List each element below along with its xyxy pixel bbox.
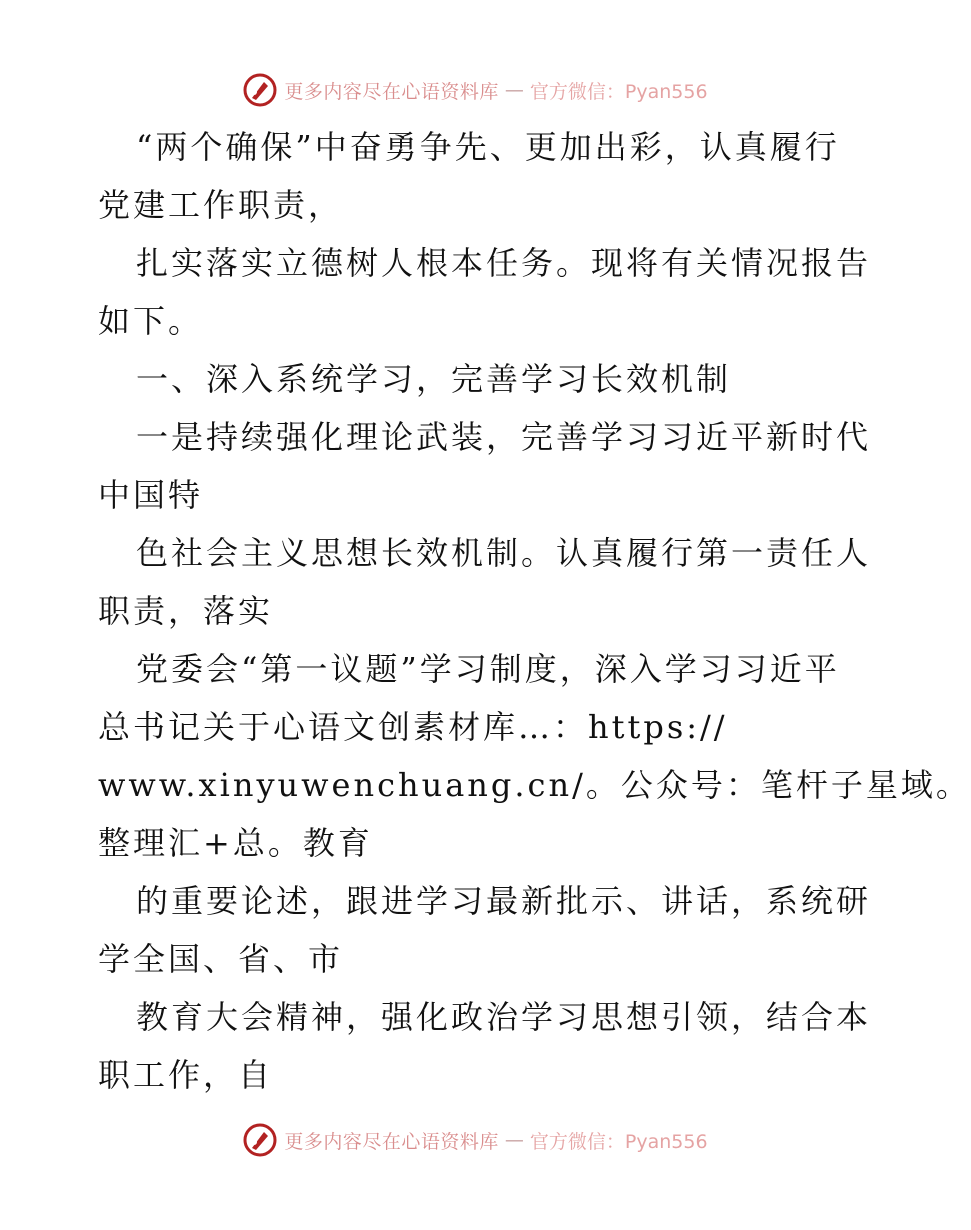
document-body (98, 118, 971, 1104)
text-line: 职责，落实 (98, 592, 274, 630)
text-line: 中国特 (98, 476, 204, 514)
text-line: 一是持续强化理论武装，完善学习习近平新时代 (136, 418, 872, 456)
footer-watermark (0, 1118, 950, 1162)
text-line: 如下。 (98, 302, 204, 340)
header-watermark (0, 68, 950, 112)
text-line: 整理汇+总。教育 (98, 824, 373, 862)
text-line: 一、深入系统学习，完善学习长效机制 (136, 360, 732, 398)
text-line: 总书记关于心语文创素材库…：https:// (98, 708, 728, 746)
watermark-contact: 官方微信：Pyan556 (529, 80, 708, 103)
text-line: 党建工作职责， (98, 186, 344, 224)
logo-icon (242, 72, 278, 108)
text-line: 党委会“第一议题”学习制度，深入学习习近平 (136, 650, 840, 688)
text-line: 扎实落实立德树人根本任务。现将有关情况报告 (136, 244, 872, 282)
text-line: www.xinyuwenchuang.cn/。公众号：笔杆子星域。 (98, 766, 971, 804)
watermark-contact: 官方微信：Pyan556 (529, 1130, 708, 1153)
watermark-site-text: 更多内容尽在心语资料库 (284, 80, 499, 103)
text-line: 色社会主义思想长效机制。认真履行第一责任人 (136, 534, 872, 572)
text-line: “两个确保”中奋勇争先、更加出彩，认真履行 (136, 128, 840, 166)
text-line: 学全国、省、市 (98, 940, 344, 978)
text-line: 教育大会精神，强化政治学习思想引领，结合本 (136, 998, 872, 1036)
watermark-dash: — (504, 1129, 524, 1151)
logo-icon (242, 1122, 278, 1158)
text-line: 职工作，自 (98, 1056, 274, 1094)
watermark-dash: — (504, 79, 524, 101)
watermark-site-text: 更多内容尽在心语资料库 (284, 1130, 499, 1153)
text-line: 的重要论述，跟进学习最新批示、讲话，系统研 (136, 882, 872, 920)
